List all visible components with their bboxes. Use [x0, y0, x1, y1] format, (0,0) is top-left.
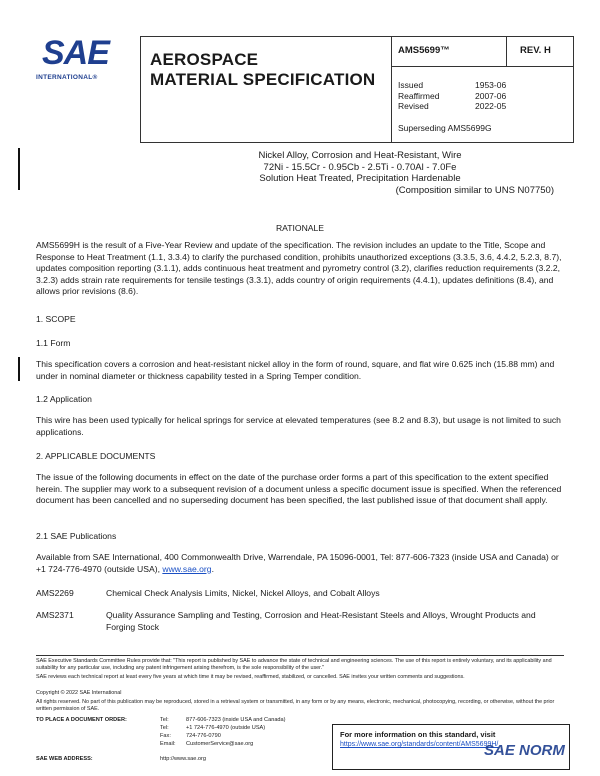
watermark-logo: SAE NORM [484, 742, 565, 759]
revised-label: Revised [398, 101, 429, 111]
tel-value: 877-606-7323 (inside USA and Canada) [186, 717, 286, 723]
document-number: AMS5699™ [398, 45, 450, 56]
section-1-2-text: This wire has been used typically for helical springs for service at elevated temperatures (see 8.2 and 8.3), but usage is not limited to such applications. [36, 415, 561, 437]
email-label: Email: [160, 741, 176, 747]
logo-mark: SAE [42, 34, 109, 72]
rationale-heading: RATIONALE [275, 223, 325, 233]
fax-value: 724-776-0790 [186, 733, 221, 739]
logo-subtext: INTERNATIONAL® [36, 74, 98, 81]
section-1-2-heading: 1.2 Application [36, 394, 92, 404]
email-value: CustomerService@sae.org [186, 741, 254, 747]
footer-rules: SAE Executive Standards Committee Rules provide that: "This report is published by SAE to advance the state of technical and engineering sciences. The use of this report is entirely voluntary, and its applicability and suitability for any particular use, including any patent infringement arising therefrom, is the sole responsibility of the user." [36, 658, 552, 671]
web-label: SAE WEB ADDRESS: [36, 756, 93, 762]
tel-label: Tel: [160, 717, 169, 723]
reference-code: AMS2269 [36, 588, 74, 598]
applicable-docs-heading: 2. APPLICABLE DOCUMENTS [36, 451, 156, 461]
change-bar [18, 148, 20, 190]
applicable-docs-text: The issue of the following documents in effect on the date of the purchase order forms a part of this specification to the extent specified herein. The supplier may work to a subsequent revision of a document unless a specific document issue is specified. When the referenced document has been cancelled and no superseding document has been specified, the last published issue of that document shall apply. [36, 472, 562, 506]
footer-copyright: Copyright © 2022 SAE International [36, 690, 122, 696]
reference-title: Quality Assurance Sampling and Testing, Corrosion and Heat-Resistant Steels and Alloys, Wrought Products and Forging Stock [106, 610, 536, 632]
footer-divider [36, 655, 564, 656]
tel2-value: +1 724-776-4970 (outside USA) [186, 725, 266, 731]
section-2-1-heading: 2.1 SAE Publications [36, 531, 117, 541]
superseding-note: Superseding AMS5699G [398, 123, 492, 133]
order-label: TO PLACE A DOCUMENT ORDER: [36, 717, 127, 723]
section-2-1-text: Available from SAE International, 400 Commonwealth Drive, Warrendale, PA 15096-0001, Tel: 877-606-7323 (inside USA and Canada) or +1 724-776-4970 (outside USA), www.sae.org. [36, 552, 559, 574]
reaffirmed-label: Reaffirmed [398, 91, 440, 101]
reaffirmed-value: 2007-06 [475, 91, 507, 101]
section-1-1-heading: 1.1 Form [36, 338, 71, 348]
reference-code: AMS2371 [36, 610, 74, 620]
web-value: http://www.sae.org [160, 756, 207, 762]
header-divider [391, 36, 392, 142]
header-divider [506, 36, 507, 66]
revised-value: 2022-05 [475, 101, 507, 111]
rationale-text: AMS5699H is the result of a Five-Year Review and update of the specification. The revision includes an update to the Title, Scope and Response to Heat Treatment (1.1, 3.3.4) to clarify the purchased condition, prohibits unauthorized exceptions (3.3.5, 3.6, 4.4.2, 5.2.3, 8.7), updates composition reporting (3.1.1), adds continuous heat treatment and pyrometry control (3.2), clarifies reduction requirements (3.2.2, 3.2.3) adds strain rate requirements for tensile testings (3.3.1), adds country of origin requirements (4.4.1), updates definitions (8.4), and allows prior revisions (8.6). [36, 240, 562, 297]
standard-page-link[interactable]: https://www.sae.org/standards/content/AMS5699H/ [340, 741, 499, 748]
sae-website-link[interactable]: www.sae.org [162, 563, 212, 574]
revision-label: REV. H [520, 45, 551, 56]
footer-review: SAE reviews each technical report at least every five years at which time it may be revised, reaffirmed, stabilized, or cancelled. SAE invites your written comments and suggestions. [36, 674, 465, 680]
reference-title: Chemical Check Analysis Limits, Nickel, Nickel Alloys, and Cobalt Alloys [106, 588, 380, 598]
issued-value: 1953-06 [475, 80, 507, 90]
tel2-label: Tel: [160, 725, 169, 731]
footer-rights: All rights reserved. No part of this publication may be reproduced, stored in a retrieval system or transmitted, in any form or by any means, electronic, mechanical, photocopying, recording, or otherwise, without the prior written permission of SAE. [36, 699, 555, 712]
scope-heading: 1. SCOPE [36, 314, 76, 324]
change-bar [18, 357, 20, 381]
section-1-1-text: This specification covers a corrosion and heat-resistant nickel alloy in the form of round, square, and flat wire 0.625 inch (15.88 mm) and under in nominal diameter or thickness capability tested in a Spring Temper condition. [36, 359, 555, 381]
info-box-title: For more information on this standard, visit [340, 730, 496, 739]
header-divider [391, 66, 573, 67]
sae-logo [36, 36, 116, 86]
issued-label: Issued [398, 80, 424, 90]
document-type-title: AEROSPACE MATERIAL SPECIFICATION [150, 50, 376, 89]
material-subtitle: Nickel Alloy, Corrosion and Heat-Resistant, Wire 72Ni - 15.5Cr - 0.95Cb - 2.5Ti - 0.70Al - 7.0Fe Solution Heat Treated, Precipitation Hardenable (Composition similar to UNS N07750) [258, 150, 554, 196]
fax-label: Fax: [160, 733, 171, 739]
